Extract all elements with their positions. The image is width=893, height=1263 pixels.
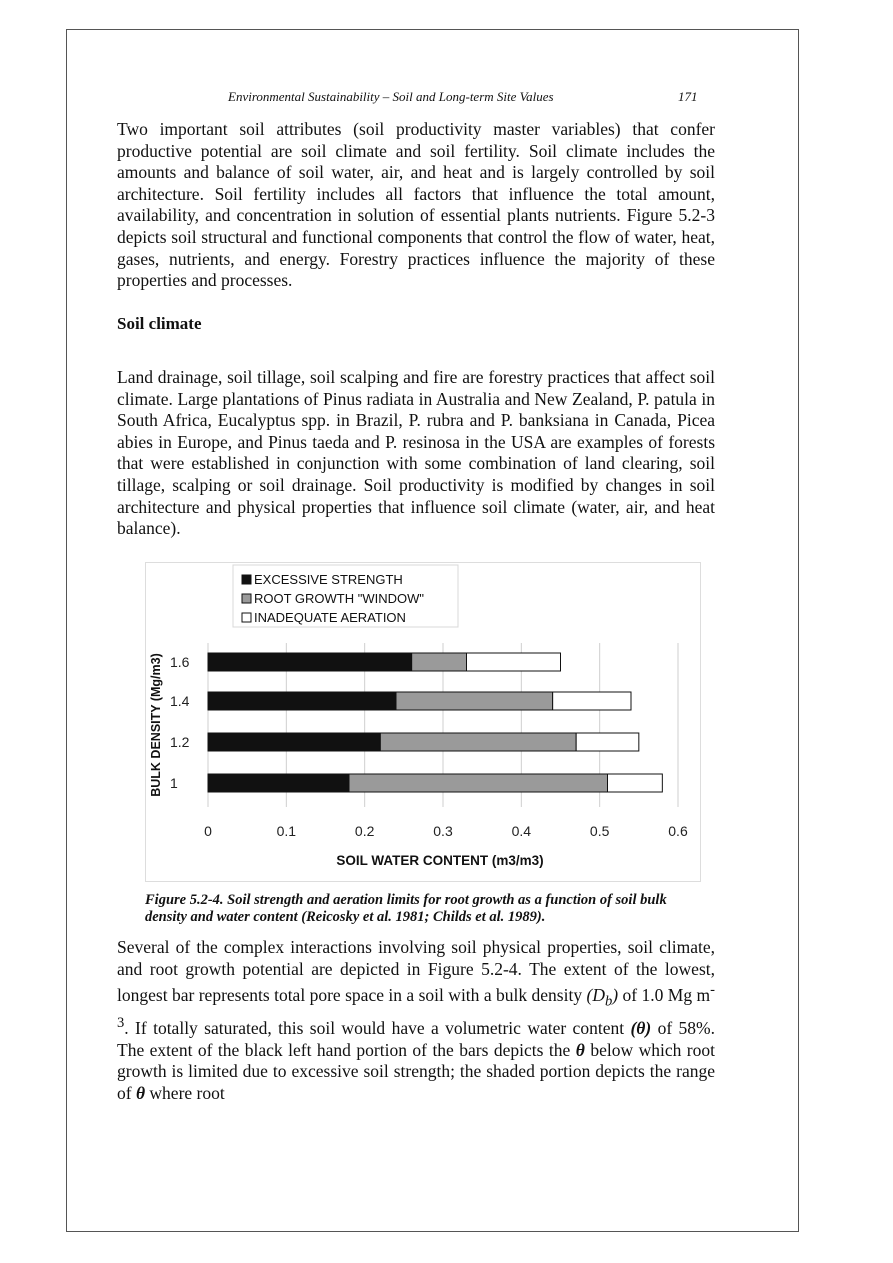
x-tick-label: 0.1 bbox=[276, 823, 297, 839]
legend-label: ROOT GROWTH "WINDOW" bbox=[254, 591, 425, 606]
x-tick-label: 0.5 bbox=[589, 823, 610, 839]
x-tick-label: 0.6 bbox=[668, 823, 688, 839]
para3-text-b: of 1.0 Mg m bbox=[618, 985, 711, 1006]
bar-segment bbox=[349, 774, 608, 792]
para3-text-f: where root bbox=[145, 1082, 225, 1103]
running-header: Environmental Sustainability – Soil and Long-term Site Values bbox=[228, 89, 554, 104]
bulk-density-symbol: $(D_b)$ bbox=[586, 985, 619, 1010]
paragraph-intro: Two important soil attributes (soil productivity master variables) that confer productive potential are soil climate and soil fertility. Soil climate includes the amounts and balance of soil water, air, and heat and is largely controlled by soil architecture. Soil fertility includes all factors that influence the total amount, availability, and concentration in solution of essential plants nutrients. Figure 5.2-3 depicts soil structural and functional components that control the flow of water, heat, gases, nutrients, and energy. Forestry practices influence the majority of these properties and processes. bbox=[117, 119, 715, 291]
chart-y-ticks bbox=[170, 654, 190, 791]
chart-bars bbox=[208, 653, 662, 792]
figure-container bbox=[145, 562, 701, 882]
bar-segment bbox=[412, 653, 467, 671]
para3-text-e: below which root growth is limited due to excessive soil strength; the shaded portion depicts the range of bbox=[117, 1039, 715, 1103]
bar-segment bbox=[208, 774, 349, 792]
x-tick-label: 0.4 bbox=[511, 823, 532, 839]
legend-swatch bbox=[242, 594, 251, 603]
bar-segment bbox=[608, 774, 663, 792]
bulk-density-chart bbox=[146, 563, 700, 881]
figure-caption: Figure 5.2-4. Soil strength and aeration limits for root growth as a function of soil bulk density and water content (Reicosky et al. 1981; Childs et al. 1989). bbox=[145, 892, 667, 925]
y-tick-label: 1 bbox=[170, 775, 178, 791]
para3-text-d: of 58%. The extent of the black left hand portion of the bars depicts the bbox=[117, 1017, 715, 1060]
y-tick-label: 1.4 bbox=[170, 693, 190, 709]
bar-segment bbox=[208, 692, 396, 710]
theta-symbol: θ bbox=[135, 1082, 146, 1103]
legend-swatch bbox=[242, 575, 251, 584]
bar-segment bbox=[380, 733, 576, 751]
para3-text-c: . If totally saturated, this soil would have a volumetric water content bbox=[124, 1017, 631, 1038]
bar-segment bbox=[576, 733, 639, 751]
bar-segment bbox=[208, 653, 412, 671]
section-heading: Soil climate bbox=[117, 314, 202, 333]
x-tick-label: 0 bbox=[204, 823, 212, 839]
paragraph-soil-climate: Land drainage, soil tillage, soil scalping and fire are forestry practices that affect soil climate. Large plantations of Pinus radiata in Australia and New Zealand, P. patula in South Africa, Eucalyptus spp. in Brazil, P. rubra and P. banksiana in Canada, Picea abies in Europe, and Pinus taeda and P. resinosa in the USA are examples of forests that were established in conjunction with some combination of land clearing, soil tillage, scalping or soil drainage. Soil productivity is modified by changes in soil architecture and physical properties that influence soil climate (water, air, and heat balance). bbox=[117, 367, 715, 539]
chart-legend bbox=[233, 565, 458, 627]
y-tick-label: 1.2 bbox=[170, 734, 190, 750]
legend-swatch bbox=[242, 613, 251, 622]
x-tick-label: 0.3 bbox=[433, 823, 453, 839]
y-axis-label: BULK DENSITY (Mg/m3) bbox=[149, 653, 163, 797]
x-axis-label: SOIL WATER CONTENT (m3/m3) bbox=[336, 853, 544, 868]
x-tick-label: 0.2 bbox=[354, 823, 375, 839]
theta-symbol: θ bbox=[575, 1039, 585, 1060]
paragraph-interactions bbox=[117, 937, 715, 1104]
y-tick-label: 1.6 bbox=[170, 654, 190, 670]
theta-symbol: (θ) bbox=[630, 1017, 652, 1038]
page-number: 171 bbox=[678, 89, 698, 104]
bar-segment bbox=[553, 692, 631, 710]
legend-label: EXCESSIVE STRENGTH bbox=[254, 572, 403, 587]
chart-x-ticks bbox=[204, 823, 688, 839]
bar-segment bbox=[208, 733, 380, 751]
bar-segment bbox=[396, 692, 553, 710]
legend-label: INADEQUATE AERATION bbox=[254, 610, 406, 625]
bar-segment bbox=[467, 653, 561, 671]
unit-exponent: -3 bbox=[117, 982, 716, 1032]
para3-text-a: Several of the complex interactions involving soil physical properties, soil climate, and root growth potential are depicted in Figure 5.2-4. The extent of the lowest, longest bar represents total pore space in a soil with a bulk density bbox=[117, 937, 715, 1006]
